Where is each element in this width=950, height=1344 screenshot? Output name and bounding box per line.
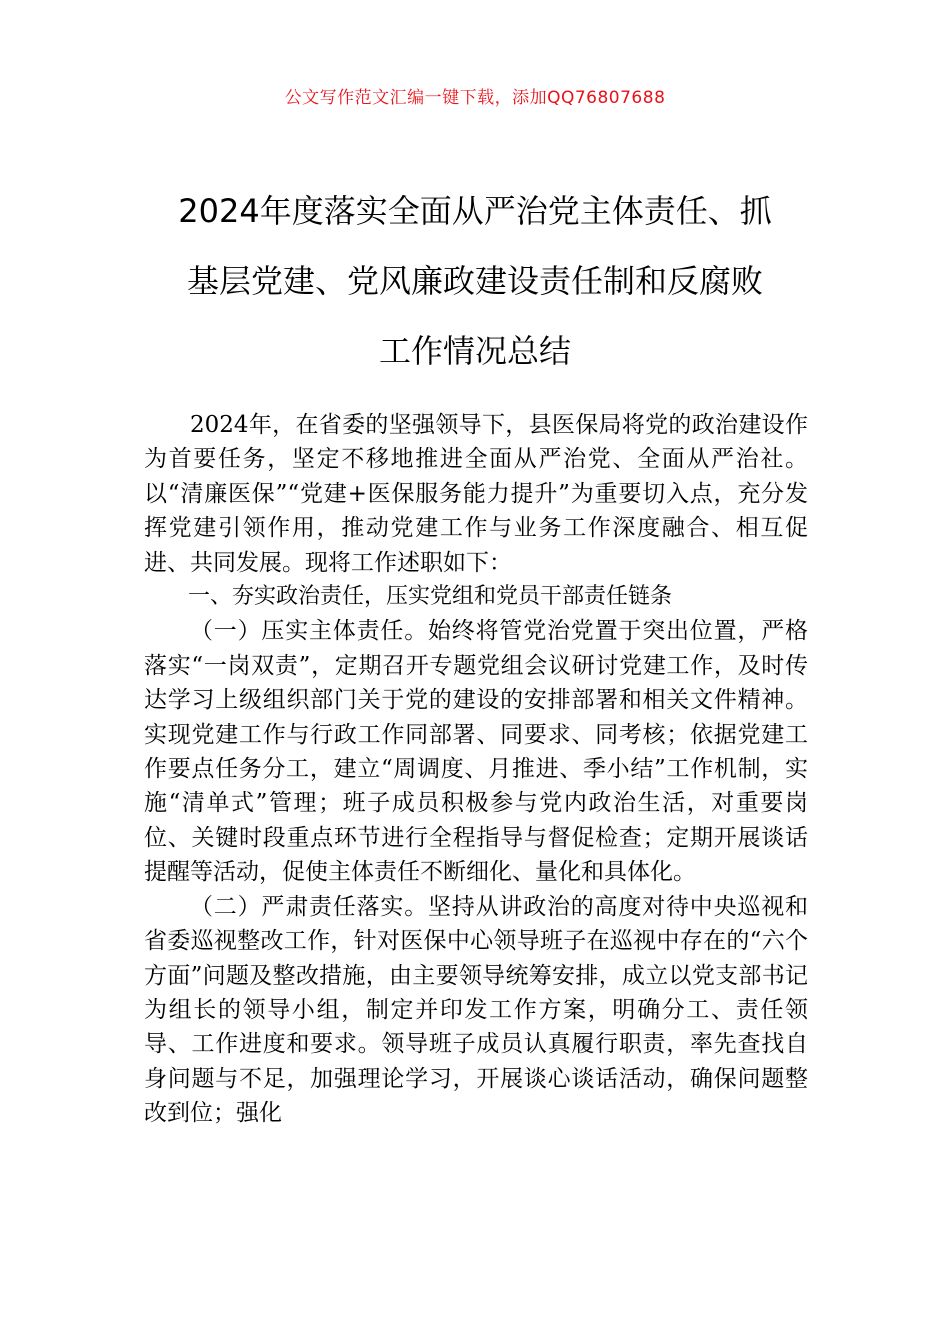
paragraph-2: （二）严肃责任落实。坚持从讲政治的高度对待中央巡视和省委巡视整改工作，针对医保中心领导班子在巡视中存在的“六个方面”问题及整改措施，由主要领导统筹安排，成立以党支部书记为组长的领导小组，制定并印发工作方案，明确分工、责任领导、工作进度和要求。领导班子成员认真履行职责，率先查找自身问题与不足，加强理论学习，开展谈心谈话活动，确保问题整改到位；强化: [144, 893, 808, 1127]
paragraph-1: （一）压实主体责任。始终将管党治党置于突出位置，严格落实“一岗双责”，定期召开专题党组会议研讨党建工作，及时传达学习上级组织部门关于党的建设的安排部署和相关文件精神。实现党建工作与行政工作同部署、同要求、同考核；依据党建工作要点任务分工，建立“周调度、月推进、季小结”工作机制，实施“清单式”管理；班子成员积极参与党内政治生活，对重要岗位、关键时段重点环节进行全程指导与督促检查；定期开展谈话提醒等活动，促使主体责任不断细化、量化和具体化。: [144, 618, 808, 886]
title-line-2: 基层党建、党风廉政建设责任制和反腐败: [186, 262, 763, 300]
header-contact-line: 公文写作范文汇编一键下载，添加QQ76807688: [284, 88, 666, 108]
document-title: [150, 176, 800, 386]
title-line-1: 2024年度落实全面从严治党主体责任、抓: [178, 192, 772, 230]
document-body: [144, 408, 808, 1131]
intro-paragraph: 2024年，在省委的坚强领导下，县医保局将党的政治建设作为首要任务，坚定不移地推进全面从严治党、全面从严治社。以“清廉医保”“党建+医保服务能力提升”为重要切入点，充分发挥党建引领作用，推动党建工作与业务工作深度融合、相互促进、共同发展。现将工作述职如下：: [144, 412, 808, 576]
title-line-3: 工作情况总结: [378, 332, 571, 370]
section-heading-1: 一、夯实政治责任，压实党组和党员干部责任链条: [188, 584, 673, 610]
